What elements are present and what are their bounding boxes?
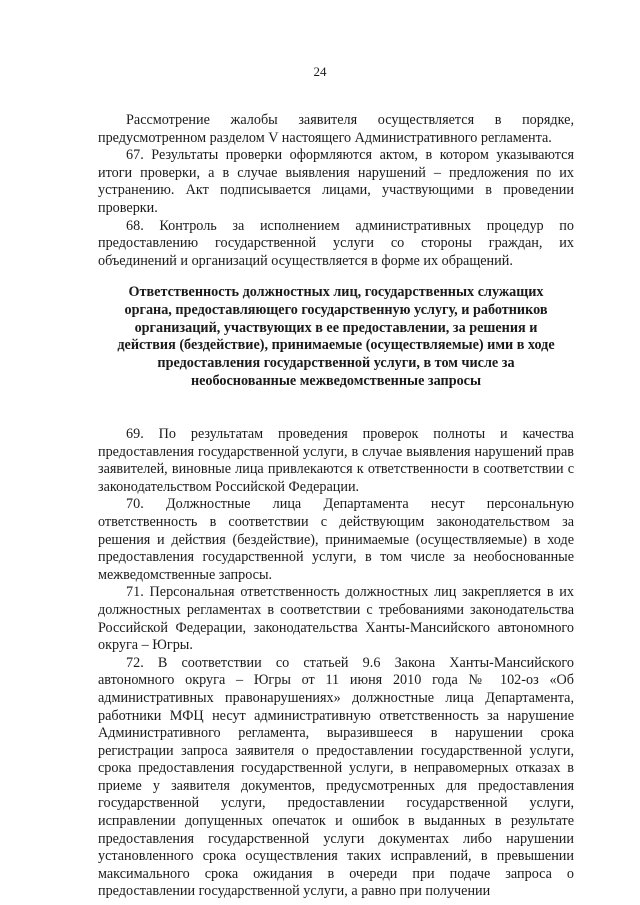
paragraph-70: 70. Должностные лица Департамента несут персональную ответственность в соответствии с действующим законодательством за решения и действия (бездействие), принимаемые (осуществляемые) в ходе предоставления государственной услуги, в том числе за необоснованные межведомственные запросы. <box>98 496 574 583</box>
paragraph-69: 69. По результатам проведения проверок полноты и качества предоставления государственной услуги, в случае выявления нарушений прав заявителей, виновные лица привлекаются к ответственности в соответствии с законодательством Российской Федерации. <box>98 426 574 495</box>
paragraph-67: 67. Результаты проверки оформляются актом, в котором указываются итоги проверки, а в случае выявления нарушений – предложения по их устранению. Акт подписывается лицами, участвующими в проведении проверки. <box>98 147 574 216</box>
text-block-bottom <box>98 426 574 901</box>
paragraph-68: 68. Контроль за исполнением административных процедур по предоставлению государственной услуги со стороны граждан, их объединений и организаций осуществляется в форме их обращений. <box>98 217 574 269</box>
page-number: 24 <box>313 64 327 79</box>
text-block-top <box>98 112 574 270</box>
section-heading: Ответственность должностных лиц, государственных служащих органа, предоставляющего государственную услугу, и работников организаций, участвующих в ее предоставлении, за решения и действия (бездействие), принимаемые (осуществляемые) ими в ходе предоставления государственной услуги, в том числе за необоснованные межведомственные запросы <box>117 284 555 389</box>
paragraph-71: 71. Персональная ответственность должностных лиц закрепляется в их должностных регламентах в соответствии с требованиями законодательства Российской Федерации, законодательства Ханты-Мансийского автономного округа – Югры. <box>98 584 574 654</box>
paragraph-complaint-review: Рассмотрение жалобы заявителя осуществляется в порядке, предусмотренном разделом V настоящего Административного регламента. <box>98 112 574 146</box>
paragraph-72: 72. В соответствии со статьей 9.6 Закона Ханты-Мансийского автономного округа – Югры от 11 июня 2010 года № 102-оз «Об административных правонарушениях» должностные лица Департамента, работники МФЦ несут административную ответственность за нарушение Административного регламента, выразившееся в нарушении срока регистрации запроса заявителя о предоставлении государственной услуги, срока предоставления государственной услуги, в неправомерных отказах в приеме у заявителя документов, предусмотренных для предоставления государственной услуги, предоставлении государственной услуги, исправлении допущенных опечаток и ошибок в выданных в результате предоставления государственной услуги документах либо нарушении установленного срока осуществления таких исправлений, в превышении максимального срока ожидания в очереди при подаче запроса о предоставлении государственной услуги, а равно при получении <box>98 654 574 900</box>
